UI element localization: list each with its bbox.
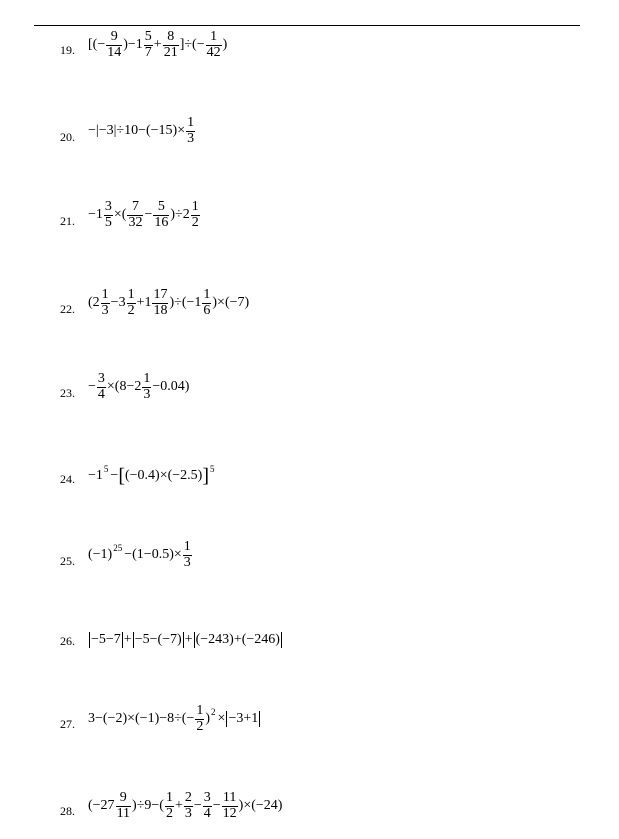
fraction — [222, 791, 238, 821]
text: )×(−24) — [238, 798, 283, 814]
numerator: 1 — [143, 371, 151, 386]
fraction — [191, 200, 200, 230]
problem-number: 26. — [60, 634, 75, 648]
denominator: 18 — [153, 302, 168, 318]
bracket: ] — [202, 465, 209, 487]
text: (−27 — [88, 798, 115, 814]
bracket: [ — [118, 465, 125, 487]
denominator: 2 — [127, 302, 135, 318]
text: +1 — [136, 295, 152, 311]
text: (−1) — [88, 547, 113, 563]
text: −1 — [88, 207, 103, 223]
numerator: 3 — [104, 199, 112, 214]
absolute-bar — [226, 711, 227, 727]
denominator: 6 — [203, 302, 211, 318]
text: 3−(−2)×(−1)−8÷(− — [88, 711, 195, 727]
text: − — [110, 468, 119, 483]
fraction — [97, 372, 106, 402]
denominator: 4 — [203, 805, 211, 821]
text: −5−7 — [91, 632, 121, 647]
denominator: 3 — [184, 805, 192, 821]
numerator: 1 — [203, 287, 211, 302]
exponent: 5 — [210, 463, 215, 474]
text: −0.04) — [152, 379, 190, 395]
text: ]÷(− — [179, 37, 205, 53]
problem-number: 21. — [60, 214, 75, 228]
text: )÷(−1 — [169, 295, 202, 311]
numerator: 7 — [131, 199, 139, 214]
denominator: 2 — [165, 805, 173, 821]
expression — [88, 791, 282, 821]
fraction — [183, 540, 192, 570]
expression — [88, 200, 201, 230]
problem-number: 24. — [60, 472, 75, 486]
problem-number: 28. — [60, 804, 75, 818]
fraction — [144, 30, 153, 60]
text: + — [123, 632, 132, 647]
numerator: 3 — [97, 371, 105, 386]
numerator: 5 — [144, 29, 152, 44]
fraction — [142, 372, 151, 402]
expression — [88, 116, 196, 146]
denominator: 2 — [191, 214, 199, 230]
denominator: 12 — [222, 805, 237, 821]
fraction — [127, 200, 143, 230]
text: )×(−7) — [212, 295, 250, 311]
fraction — [206, 30, 222, 60]
text: + — [184, 632, 193, 647]
problem-number: 20. — [60, 130, 75, 144]
text: )÷2 — [170, 207, 190, 223]
text: ) — [222, 37, 228, 53]
numerator: 9 — [110, 29, 118, 44]
fraction — [104, 200, 113, 230]
text: −(1−0.5)× — [124, 547, 182, 563]
fraction — [153, 200, 169, 230]
text: [(− — [88, 37, 106, 53]
text: )−1 — [123, 37, 143, 53]
problem-number: 23. — [60, 386, 75, 400]
fraction — [203, 791, 212, 821]
text: − — [88, 379, 96, 395]
expression — [88, 704, 261, 734]
numerator: 9 — [119, 790, 127, 805]
text: − — [144, 207, 153, 223]
numerator: 17 — [153, 287, 168, 302]
text: −3+1 — [228, 711, 259, 727]
denominator: 32 — [128, 214, 143, 230]
absolute-bar — [122, 632, 123, 648]
fraction — [152, 288, 168, 318]
numerator: 1 — [127, 287, 135, 302]
text: ×(8−2 — [106, 379, 142, 395]
exponent: 25 — [113, 542, 123, 553]
denominator: 3 — [187, 130, 195, 146]
text: − — [212, 798, 221, 814]
problem-number: 27. — [60, 717, 75, 731]
numerator: 1 — [165, 790, 173, 805]
denominator: 4 — [97, 386, 105, 402]
text: −3 — [110, 295, 126, 311]
numerator: 2 — [184, 790, 192, 805]
problem-number: 22. — [60, 302, 75, 316]
problem-number: 19. — [60, 43, 75, 57]
text: ) — [205, 711, 211, 727]
exponent: 5 — [103, 463, 109, 474]
numerator: 1 — [187, 115, 195, 130]
problem-number: 25. — [60, 554, 75, 568]
fraction — [165, 791, 174, 821]
absolute-bar — [281, 632, 282, 648]
numerator: 11 — [222, 790, 237, 805]
denominator: 11 — [116, 805, 131, 821]
text: × — [217, 711, 226, 727]
absolute-bar — [183, 632, 184, 648]
text: + — [153, 37, 162, 53]
exponent: 2 — [211, 706, 216, 717]
denominator: 42 — [206, 44, 221, 60]
numerator: 8 — [167, 29, 175, 44]
text: ×( — [113, 207, 127, 223]
fraction — [202, 288, 211, 318]
text: (−243)+(−246) — [195, 632, 280, 647]
expression — [88, 288, 249, 318]
expression — [88, 30, 227, 60]
text: −5−(−7) — [134, 632, 182, 647]
absolute-bar — [89, 632, 90, 648]
header-rule — [34, 25, 580, 26]
absolute-bar — [259, 711, 260, 727]
denominator: 3 — [183, 554, 191, 570]
numerator: 1 — [191, 199, 199, 214]
denominator: 21 — [163, 44, 178, 60]
text: (2 — [88, 295, 100, 311]
denominator: 2 — [196, 718, 204, 734]
numerator: 1 — [196, 703, 204, 718]
denominator: 5 — [104, 214, 112, 230]
expression — [88, 632, 283, 648]
numerator: 5 — [157, 199, 165, 214]
denominator: 14 — [107, 44, 122, 60]
fraction — [163, 30, 179, 60]
expression — [88, 372, 189, 402]
fraction — [195, 704, 204, 734]
fraction — [101, 288, 110, 318]
absolute-bar — [133, 632, 134, 648]
absolute-bar — [194, 632, 195, 648]
numerator: 1 — [101, 287, 109, 302]
fraction — [186, 116, 195, 146]
text: )÷9−( — [132, 798, 164, 814]
numerator: 1 — [183, 539, 191, 554]
text: (−0.4)×(−2.5) — [124, 468, 203, 483]
denominator: 3 — [101, 302, 109, 318]
denominator: 7 — [144, 44, 152, 60]
expression — [88, 463, 215, 487]
fraction — [184, 791, 193, 821]
text: + — [174, 798, 183, 814]
fraction — [116, 791, 131, 821]
text: − — [193, 798, 202, 814]
numerator: 1 — [210, 29, 218, 44]
denominator: 16 — [154, 214, 169, 230]
fraction — [106, 30, 122, 60]
denominator: 3 — [143, 386, 151, 402]
fraction — [127, 288, 136, 318]
text: −|−3|÷10−(−15)× — [88, 123, 186, 139]
expression — [88, 540, 193, 570]
numerator: 3 — [203, 790, 211, 805]
text: −1 — [88, 468, 103, 483]
